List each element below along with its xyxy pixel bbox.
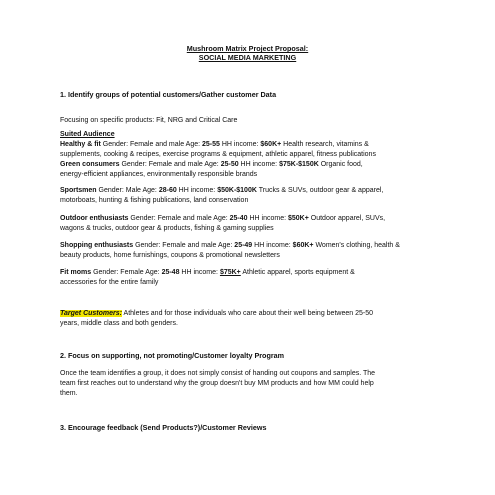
target-customers-label: Target Customers:	[60, 310, 122, 317]
segment-income: $50K-$100K	[217, 187, 257, 194]
target-customers: Target Customers: Athletes and for those individuals who care about their well being between 25-50	[60, 310, 373, 317]
segment-outdoor-enthusiasts-interests: wagons & trucks, outdoor gear & products, fishing & gaming supplies	[60, 225, 274, 232]
segment-name: Outdoor enthusiasts	[60, 215, 129, 222]
segment-name: Shopping enthusiasts	[60, 242, 134, 249]
segment-age: 25-55	[202, 141, 220, 148]
segment-green-consumers-interests: energy-efficient appliances, environmentally responsible brands	[60, 171, 258, 178]
segment-outdoor-enthusiasts: Outdoor enthusiasts Gender: Female and male Age: 25-40 HH income: $50K+ Outdoor apparel, SUVs,	[60, 215, 386, 222]
segment-shopping-enthusiasts: Shopping enthusiasts Gender: Female and male Age: 25-49 HH income: $60K+ Women's clothing, health &	[60, 242, 400, 249]
suited-audience-heading: Suited Audience	[60, 131, 115, 138]
segment-income: $60K+	[260, 141, 282, 148]
segment-sportsmen-interests: motorboats, hunting & fishing publications, land conservation	[60, 197, 249, 204]
section2-paragraph-line1: Once the team identifies a group, it does not simply consist of handing out coupons and samples. The	[60, 370, 376, 377]
target-customers-cont: years, middle class and both genders.	[60, 320, 178, 327]
segment-income: $60K+	[292, 242, 314, 249]
segment-fit-moms: Fit moms Gender: Female Age: 25-48 HH income: $75K+ Athletic apparel, sports equipment &	[60, 269, 355, 276]
section3-heading: 3. Encourage feedback (Send Products?)/Customer Reviews	[60, 423, 267, 432]
segment-name: Healthy & fit	[60, 141, 101, 148]
segment-income: $75K+	[219, 269, 241, 276]
segment-age: 25-48	[161, 269, 180, 276]
segment-healthy-fit: Healthy & fit Gender: Female and male Age: 25-55 HH income: $60K+ Health research, vitamins &	[60, 141, 369, 148]
segment-age: 25-40	[229, 215, 248, 222]
segment-age: 28-60	[158, 187, 177, 194]
segment-name: Green consumers	[60, 161, 120, 168]
section2-paragraph-line2: team first reaches out to understand why the group doesn't buy MM products and how MM could help	[60, 380, 374, 387]
segment-name: Fit moms	[60, 269, 92, 276]
segment-name: Sportsmen	[60, 187, 97, 194]
section2-paragraph-line3: them.	[60, 390, 78, 397]
segment-shopping-enthusiasts-interests: beauty products, home furnishings, coupons & promotional newsletters	[60, 252, 280, 259]
segment-age: 25-50	[220, 161, 239, 168]
document-title-line1: Mushroom Matrix Project Proposal:	[186, 44, 309, 53]
segment-sportsmen: Sportsmen Gender: Male Age: 28-60 HH income: $50K-$100K Trucks & SUVs, outdoor gear & apparel,	[60, 187, 384, 194]
document-title-line2: SOCIAL MEDIA MARKETING	[198, 53, 297, 62]
segment-income: $50K+	[288, 215, 309, 222]
segment-age: 25-49	[234, 242, 253, 249]
section1-heading: 1. Identify groups of potential customers/Gather customer Data	[60, 90, 277, 99]
section2-heading: 2. Focus on supporting, not promoting/Customer loyalty Program	[60, 351, 285, 360]
segment-green-consumers: Green consumers Gender: Female and male Age: 25-50 HH income: $75K-$150K Organic food,	[60, 161, 363, 168]
focus-text: Focusing on specific products: Fit, NRG and Critical Care	[60, 117, 238, 124]
segment-income: $75K-$150K	[279, 161, 319, 168]
segment-healthy-fit-interests: supplements, cooking & recipes, exercise programs & equipment, athletic apparel, fitness publications	[60, 151, 376, 158]
segment-fit-moms-interests: accessories for the entire family	[60, 279, 159, 286]
